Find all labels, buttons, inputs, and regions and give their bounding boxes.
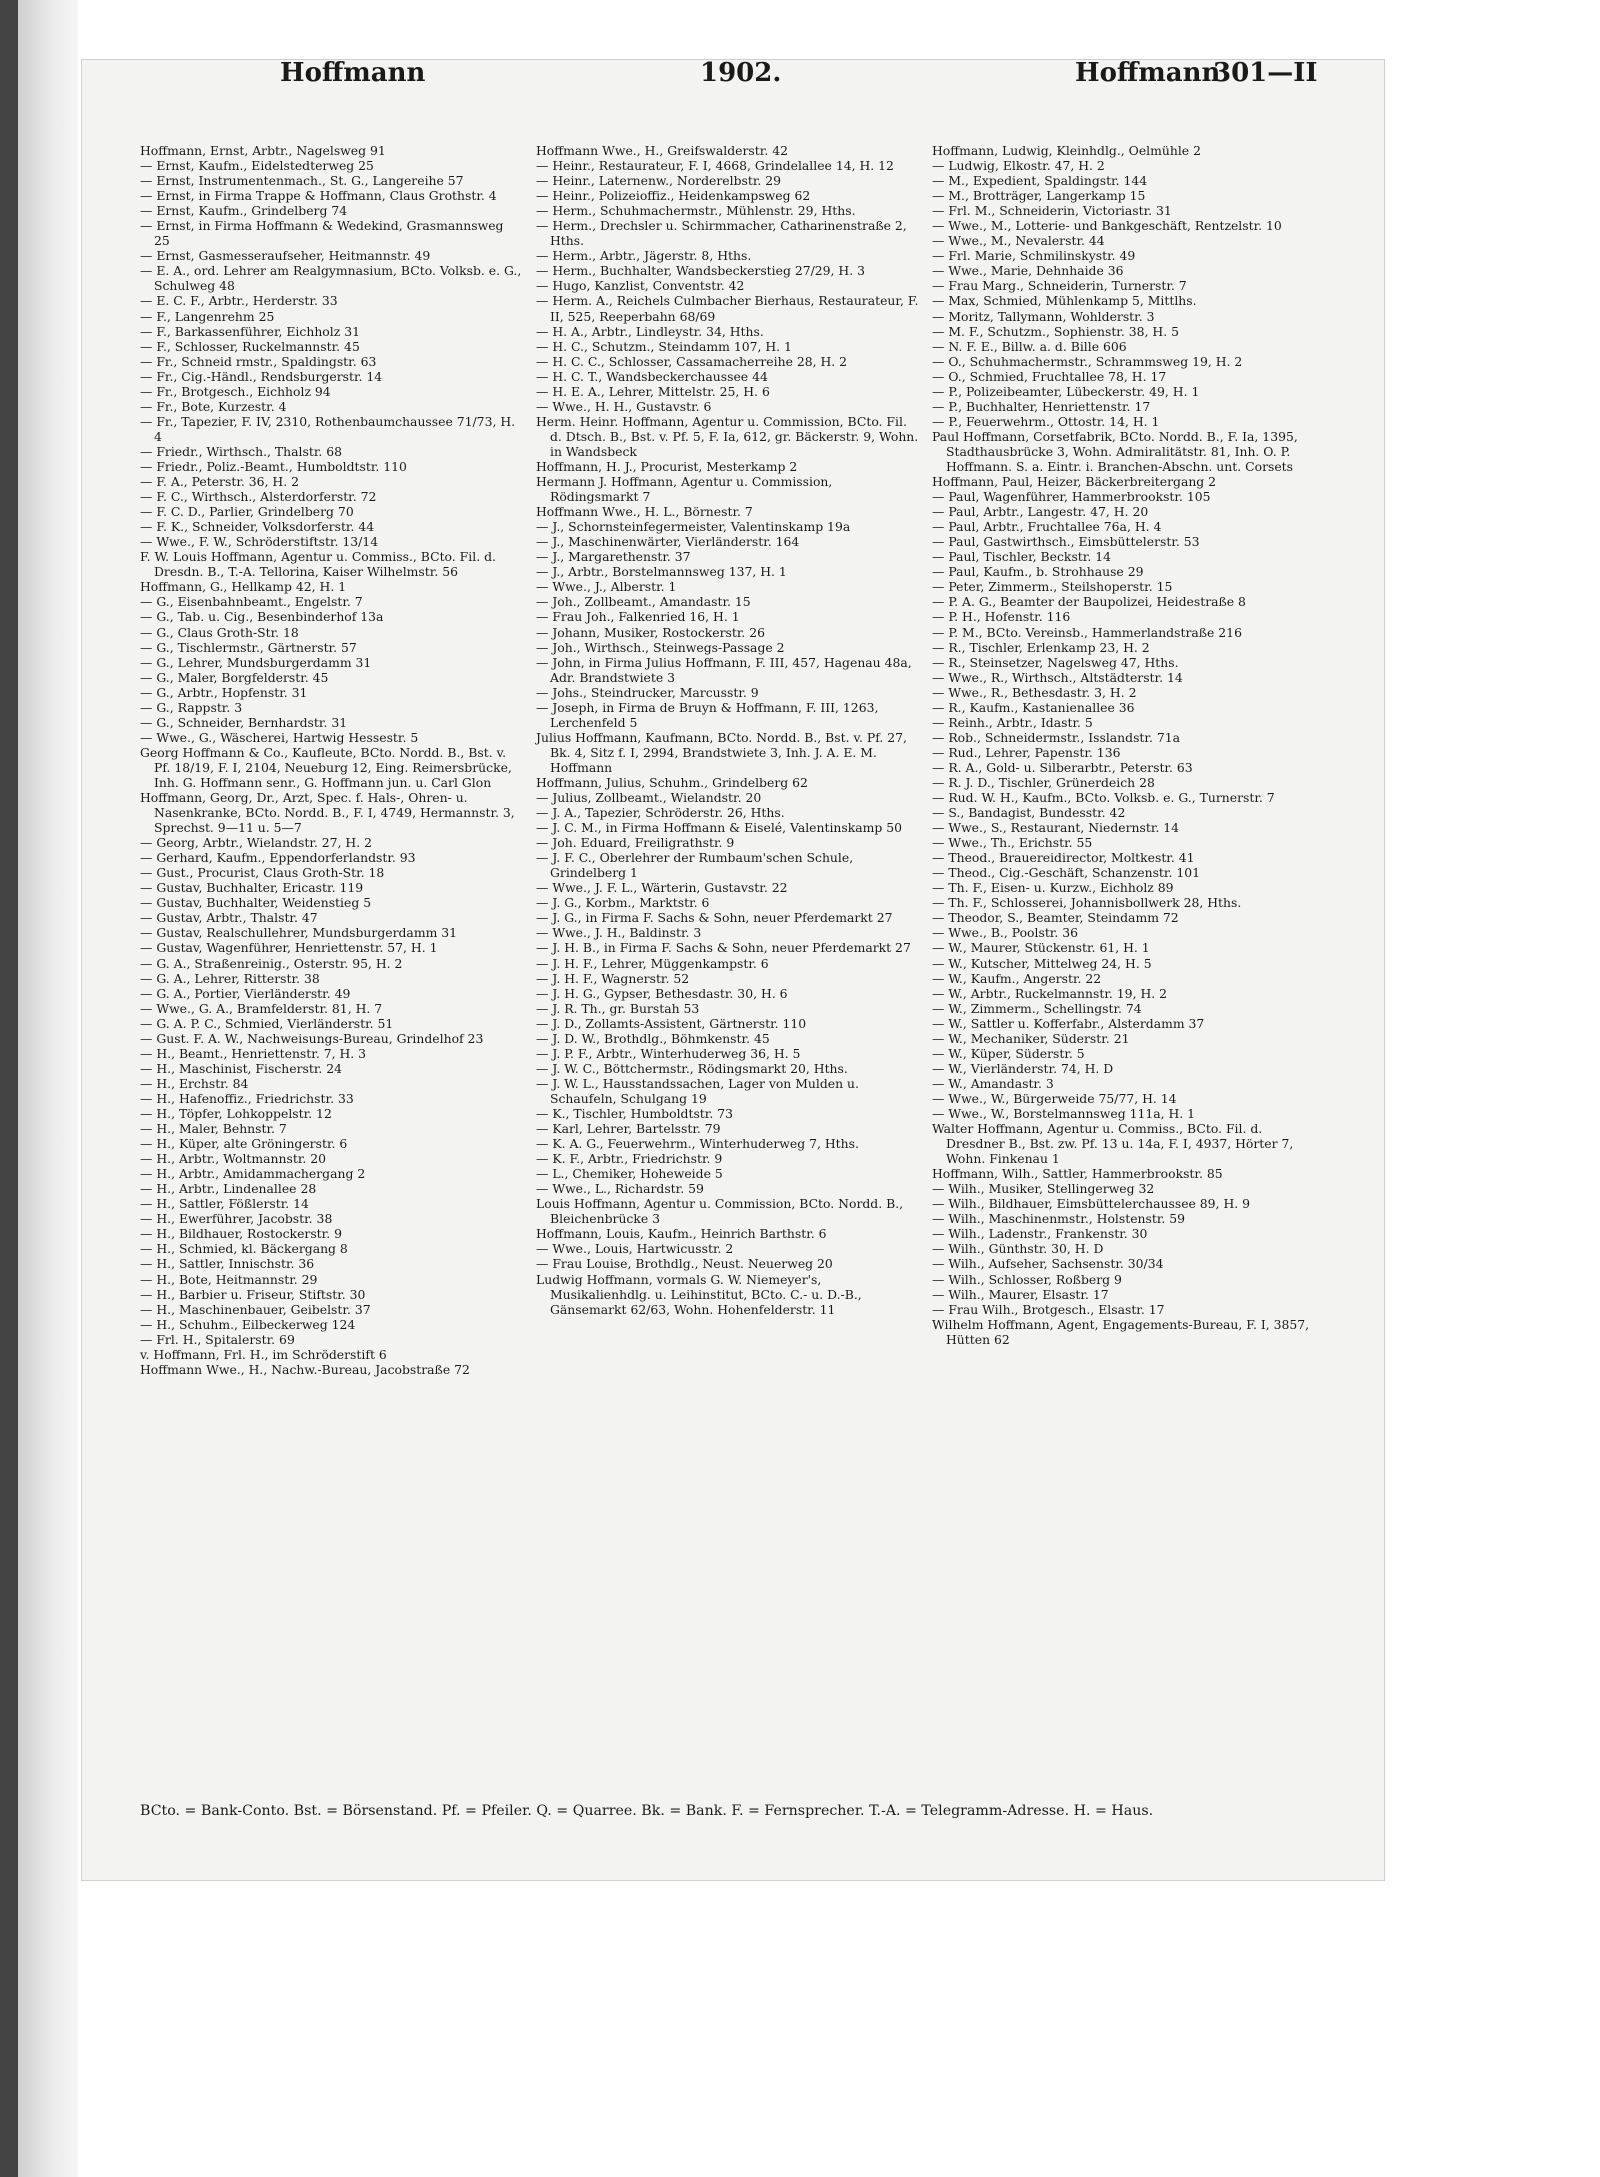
column-1 bbox=[140, 143, 523, 1377]
directory-entry: Hoffmann, Ernst, Arbtr., Nagelsweg 91 bbox=[140, 143, 386, 158]
running-head bbox=[0, 58, 1600, 98]
directory-entry: — P. M., BCto. Vereinsb., Hammerlandstraße 216 bbox=[932, 624, 1242, 640]
directory-entry: — Ernst, in Firma Trappe & Hoffmann, Claus Grothstr. 4 bbox=[140, 188, 497, 204]
directory-entry: Hoffmann, Paul, Heizer, Bäckerbreitergang 2 bbox=[932, 474, 1217, 490]
directory-entry: — R. J. D., Tischler, Grünerdeich 28 bbox=[932, 774, 1155, 790]
directory-entry: — Wwe., B., Poolstr. 36 bbox=[932, 925, 1078, 941]
directory-entry: — H., Küper, alte Gröningerstr. 6 bbox=[140, 1136, 348, 1152]
directory-entry: — Frau Wilh., Brotgesch., Elsastr. 17 bbox=[932, 1301, 1165, 1317]
directory-entry: — W., Arbtr., Ruckelmannstr. 19, H. 2 bbox=[932, 985, 1168, 1001]
directory-entry: — Herm., Arbtr., Jägerstr. 8, Hths. bbox=[536, 248, 752, 264]
directory-entry: Hoffmann, Georg, Dr., Arzt, Spec. f. Hals-, Ohren- u. Nasenkranke, BCto. Nordd. B., F. I, 4749, Hermannstr. 3, Sprechst. 9—11 u. 5—7 bbox=[140, 790, 515, 836]
directory-entry: — Wilh., Bildhauer, Eimsbüttelerchaussee 89, H. 9 bbox=[932, 1196, 1251, 1212]
directory-entry: — J. A., Tapezier, Schröderstr. 26, Hths. bbox=[536, 805, 785, 821]
directory-entry: — H., Hafenoffiz., Friedrichstr. 33 bbox=[140, 1090, 354, 1106]
directory-entry: Walter Hoffmann, Agentur u. Commiss., BCto. Fil. d. Dresdner B., Bst. zw. Pf. 13 u. 14a, F. I, 4937, Hörter 7, Wohn. Finkenau 1 bbox=[932, 1121, 1294, 1167]
directory-entry: — Herm., Schuhmachermstr., Mühlenstr. 29, Hths. bbox=[536, 203, 856, 219]
directory-entry: — H., Bote, Heitmannstr. 29 bbox=[140, 1271, 318, 1287]
directory-entry: — G. A., Lehrer, Ritterstr. 38 bbox=[140, 970, 320, 986]
directory-entry: — W., Küper, Süderstr. 5 bbox=[932, 1045, 1085, 1061]
directory-entry: — Frl. Marie, Schmilinskystr. 49 bbox=[932, 248, 1136, 264]
directory-entry: — P., Buchhalter, Henriettenstr. 17 bbox=[932, 398, 1151, 414]
directory-entry: — Peter, Zimmerm., Steilshoperstr. 15 bbox=[932, 579, 1173, 595]
directory-entry: — R. A., Gold- u. Silberarbtr., Peterstr. 63 bbox=[932, 759, 1193, 775]
directory-entry: — Paul, Arbtr., Langestr. 47, H. 20 bbox=[932, 504, 1149, 520]
directory-entry: — Ernst, Kaufm., Grindelberg 74 bbox=[140, 203, 348, 219]
directory-entry: — Th. F., Schlosserei, Johannisbollwerk 28, Hths. bbox=[932, 895, 1242, 911]
directory-entry: — Paul, Tischler, Beckstr. 14 bbox=[932, 549, 1111, 565]
directory-entry: — Fr., Schneid rmstr., Spaldingstr. 63 bbox=[140, 353, 377, 369]
directory-entry: — Gustav, Arbtr., Thalstr. 47 bbox=[140, 910, 318, 926]
directory-entry: — G., Maler, Borgfelderstr. 45 bbox=[140, 669, 329, 685]
directory-entry: — Wwe., Th., Erichstr. 55 bbox=[932, 835, 1093, 851]
directory-entry: F. W. Louis Hoffmann, Agentur u. Commiss., BCto. Fil. d. Dresdn. B., T.-A. Tellorina, Kaiser Wilhelmstr. 56 bbox=[140, 549, 496, 580]
directory-entry: — H., Ewerführer, Jacobstr. 38 bbox=[140, 1211, 333, 1227]
directory-entry: — J. C. M., in Firma Hoffmann & Eiselé, Valentinskamp 50 bbox=[536, 820, 903, 836]
directory-entry: Julius Hoffmann, Kaufmann, BCto. Nordd. B., Bst. v. Pf. 27, Bk. 4, Sitz f. I, 2994, Brandstwiete 3, Inh. J. A. E. M. Hoffmann bbox=[536, 729, 907, 775]
directory-entry: — J. F. C., Oberlehrer der Rumbaum'schen Schule, Grindelberg 1 bbox=[536, 850, 854, 881]
directory-entry: — Rud., Lehrer, Papenstr. 136 bbox=[932, 744, 1121, 760]
directory-entry: — Fr., Tapezier, F. IV, 2310, Rothenbaumchaussee 71/73, H. 4 bbox=[140, 413, 516, 444]
directory-entry: — Wilh., Günthstr. 30, H. D bbox=[932, 1241, 1104, 1257]
directory-entry: — G., Tab. u. Cig., Besenbinderhof 13a bbox=[140, 609, 384, 625]
directory-entry: — Wwe., H. H., Gustavstr. 6 bbox=[536, 398, 712, 414]
directory-entry: — E. C. F., Arbtr., Herderstr. 33 bbox=[140, 293, 338, 309]
directory-entry: — Theod., Brauereidirector, Moltkestr. 41 bbox=[932, 850, 1195, 866]
directory-entry: — Wwe., Louis, Hartwicusstr. 2 bbox=[536, 1241, 734, 1257]
directory-entry: — Wwe., M., Nevalerstr. 44 bbox=[932, 233, 1105, 249]
directory-entry: — G., Lehrer, Mundsburgerdamm 31 bbox=[140, 654, 372, 670]
directory-entry: — Wwe., Marie, Dehnhaide 36 bbox=[932, 263, 1124, 279]
directory-entry: — J. G., Korbm., Marktstr. 6 bbox=[536, 895, 710, 911]
directory-entry: — Wwe., G., Wäscherei, Hartwig Hessestr. 5 bbox=[140, 729, 419, 745]
page-number: 301—II bbox=[1213, 58, 1318, 88]
directory-entry: — Paul, Kaufm., b. Strohhause 29 bbox=[932, 564, 1144, 580]
directory-entry: — J. P. F., Arbtr., Winterhuderweg 36, H. 5 bbox=[536, 1045, 801, 1061]
directory-entry: — K., Tischler, Humboldtstr. 73 bbox=[536, 1106, 733, 1121]
directory-entry: Ludwig Hoffmann, vormals G. W. Niemeyer's, Musikalienhdlg. u. Leihinstitut, BCto. C.- u. D.-B., Gänsemarkt 62/63, Wohn. Hohenfelderstr. 11 bbox=[536, 1271, 862, 1317]
directory-entry: — Wwe., R., Bethesdastr. 3, H. 2 bbox=[932, 684, 1137, 700]
directory-entry: — Ernst, Kaufm., Eidelstedterweg 25 bbox=[140, 158, 374, 174]
directory-entry: — H., Barbier u. Friseur, Stiftstr. 30 bbox=[140, 1286, 366, 1302]
directory-entry: — W., Kaufm., Angerstr. 22 bbox=[932, 970, 1102, 986]
directory-entry: — H. E. A., Lehrer, Mittelstr. 25, H. 6 bbox=[536, 383, 770, 399]
directory-entry: — J. G., in Firma F. Sachs & Sohn, neuer Pferdemarkt 27 bbox=[536, 910, 893, 926]
directory-entry: — Wilh., Schlosser, Roßberg 9 bbox=[932, 1271, 1122, 1287]
directory-entry: — F. K., Schneider, Volksdorferstr. 44 bbox=[140, 519, 375, 535]
directory-entry: — Wilh., Musiker, Stellingerweg 32 bbox=[932, 1181, 1155, 1197]
directory-entry: — Wwe., F. W., Schröderstiftstr. 13/14 bbox=[140, 534, 379, 550]
directory-entry: — R., Kaufm., Kastanienallee 36 bbox=[932, 699, 1135, 715]
directory-entry: — Th. F., Eisen- u. Kurzw., Eichholz 89 bbox=[932, 880, 1174, 896]
directory-entry: — W., Amandastr. 3 bbox=[932, 1075, 1054, 1091]
directory-entry: — H. A., Arbtr., Lindleystr. 34, Hths. bbox=[536, 323, 764, 339]
directory-entry: — Wilh., Aufseher, Sachsenstr. 30/34 bbox=[932, 1256, 1164, 1272]
directory-entry: — J., Maschinenwärter, Vierländerstr. 164 bbox=[536, 534, 800, 550]
directory-entry: — Fr., Bote, Kurzestr. 4 bbox=[140, 398, 287, 414]
directory-entry: — G., Eisenbahnbeamt., Engelstr. 7 bbox=[140, 594, 363, 610]
directory-entry: — Wilh., Maurer, Elsastr. 17 bbox=[932, 1286, 1109, 1302]
directory-entry: — Wwe., W., Borstelmannsweg 111a, H. 1 bbox=[932, 1106, 1196, 1121]
directory-entry: — O., Schuhmachermstr., Schrammsweg 19, H. 2 bbox=[932, 353, 1243, 369]
directory-entry: — H., Arbtr., Lindenallee 28 bbox=[140, 1181, 317, 1197]
directory-entry: — Herm., Drechsler u. Schirmmacher, Catharinenstraße 2, Hths. bbox=[536, 218, 907, 249]
directory-entry: — F., Barkassenführer, Eichholz 31 bbox=[140, 323, 360, 339]
directory-entry: — H., Erchstr. 84 bbox=[140, 1075, 249, 1091]
directory-entry: — J., Schornsteinfegermeister, Valentinskamp 19a bbox=[536, 519, 851, 535]
directory-entry: — Heinr., Polizeioffiz., Heidenkampsweg 62 bbox=[536, 188, 811, 204]
directory-entry: — Frl. H., Spitalerstr. 69 bbox=[140, 1331, 295, 1347]
directory-entry: — H., Maschinist, Fischerstr. 24 bbox=[140, 1060, 343, 1076]
directory-entry: Paul Hoffmann, Corsetfabrik, BCto. Nordd. B., F. Ia, 1395, Stadthausbrücke 3, Wohn. Admiralitätstr. 81, Inh. O. P. Hoffmann. S. a. Eintr. i. Branchen-Abschn. unt. Corsets bbox=[932, 428, 1298, 474]
directory-entry: — J. H. B., in Firma F. Sachs & Sohn, neuer Pferdemarkt 27 bbox=[536, 940, 911, 956]
directory-entry: — G., Arbtr., Hopfenstr. 31 bbox=[140, 684, 308, 700]
directory-entry: Hoffmann Wwe., H., Nachw.-Bureau, Jacobstraße 72 bbox=[140, 1361, 470, 1377]
directory-entry: — M., Brotträger, Langerkamp 15 bbox=[932, 188, 1146, 204]
directory-entry: — Herm., Buchhalter, Wandsbeckerstieg 27/29, H. 3 bbox=[536, 263, 865, 279]
directory-entry: — G., Tischlermstr., Gärtnerstr. 57 bbox=[140, 639, 357, 655]
directory-entry: Hoffmann, G., Hellkamp 42, H. 1 bbox=[140, 579, 347, 595]
directory-entry: — Joh., Zollbeamt., Amandastr. 15 bbox=[536, 594, 751, 610]
directory-entry: — H., Schmied, kl. Bäckergang 8 bbox=[140, 1241, 348, 1257]
directory-entry: — Ernst, in Firma Hoffmann & Wedekind, Grasmannsweg 25 bbox=[140, 218, 504, 249]
directory-entry: — Moritz, Tallymann, Wohlderstr. 3 bbox=[932, 308, 1155, 324]
directory-entry: — P. H., Hofenstr. 116 bbox=[932, 609, 1071, 625]
scan-edge-dark bbox=[0, 0, 18, 2177]
directory-entry: — N. F. E., Billw. a. d. Bille 606 bbox=[932, 338, 1127, 354]
directory-entry: — W., Vierländerstr. 74, H. D bbox=[932, 1060, 1114, 1076]
directory-entry: Hoffmann Wwe., H. L., Börnestr. 7 bbox=[536, 504, 753, 520]
directory-entry: — P., Feuerwehrm., Ottostr. 14, H. 1 bbox=[932, 413, 1160, 429]
directory-entry: — F., Langenrehm 25 bbox=[140, 308, 275, 324]
directory-entry: Louis Hoffmann, Agentur u. Commission, BCto. Nordd. B., Bleichenbrücke 3 bbox=[536, 1196, 904, 1227]
directory-entry: — W., Mechaniker, Süderstr. 21 bbox=[932, 1030, 1130, 1046]
directory-entry: Hoffmann, Julius, Schuhm., Grindelberg 62 bbox=[536, 774, 808, 790]
directory-entry: — Frau Marg., Schneiderin, Turnerstr. 7 bbox=[932, 278, 1187, 294]
directory-entry: — H. C. T., Wandsbeckerchaussee 44 bbox=[536, 368, 768, 384]
directory-entry: Wilhelm Hoffmann, Agent, Engagements-Bureau, F. I, 3857, Hütten 62 bbox=[932, 1316, 1310, 1347]
directory-entry: — L., Chemiker, Hoheweide 5 bbox=[536, 1166, 723, 1182]
directory-entry: — M. F., Schutzm., Sophienstr. 38, H. 5 bbox=[932, 323, 1179, 339]
directory-entry: — H. C., Schutzm., Steindamm 107, H. 1 bbox=[536, 338, 792, 354]
directory-entry: Hoffmann, H. J., Procurist, Mesterkamp 2 bbox=[536, 458, 798, 474]
directory-entry: — G. A., Portier, Vierländerstr. 49 bbox=[140, 985, 351, 1001]
directory-entry: — J., Margarethenstr. 37 bbox=[536, 549, 691, 565]
directory-entry: — John, in Firma Julius Hoffmann, F. III, 457, Hagenau 48a, Adr. Brandstwiete 3 bbox=[536, 654, 912, 685]
directory-entry: — J. D., Zollamts-Assistent, Gärtnerstr. 110 bbox=[536, 1015, 807, 1031]
directory-entry: — Johann, Musiker, Rostockerstr. 26 bbox=[536, 624, 766, 640]
directory-entry: — Fr., Brotgesch., Eichholz 94 bbox=[140, 383, 331, 399]
directory-entry: — P., Polizeibeamter, Lübeckerstr. 49, H. 1 bbox=[932, 383, 1200, 399]
directory-entry: — Gustav, Wagenführer, Henriettenstr. 57, H. 1 bbox=[140, 940, 438, 956]
directory-entry: — F. A., Peterstr. 36, H. 2 bbox=[140, 474, 299, 490]
directory-entry: — G., Rappstr. 3 bbox=[140, 699, 243, 715]
directory-entry: — R., Steinsetzer, Nagelsweg 47, Hths. bbox=[932, 654, 1179, 670]
directory-entry: — Wwe., M., Lotterie- und Bankgeschäft, Rentzelstr. 10 bbox=[932, 218, 1282, 234]
directory-entry: — Rob., Schneidermstr., Isslandstr. 71a bbox=[932, 729, 1181, 745]
directory-entry: — M., Expedient, Spaldingstr. 144 bbox=[932, 173, 1148, 189]
directory-entry: — Johs., Steindrucker, Marcusstr. 9 bbox=[536, 684, 759, 700]
directory-entry: — O., Schmied, Fruchtallee 78, H. 17 bbox=[932, 368, 1167, 384]
directory-entry: — Wilh., Ladenstr., Frankenstr. 30 bbox=[932, 1226, 1148, 1242]
directory-entry: — H., Beamt., Henriettenstr. 7, H. 3 bbox=[140, 1045, 367, 1061]
directory-entry: — F., Schlosser, Ruckelmannstr. 45 bbox=[140, 338, 360, 354]
directory-entry: — Ernst, Instrumentenmach., St. G., Langereihe 57 bbox=[140, 173, 464, 189]
directory-entry: — W., Sattler u. Kofferfabr., Alsterdamm 37 bbox=[932, 1015, 1205, 1031]
directory-entry: — Gustav, Buchhalter, Ericastr. 119 bbox=[140, 880, 364, 896]
directory-entry: v. Hoffmann, Frl. H., im Schröderstift 6 bbox=[140, 1346, 387, 1362]
directory-entry: Herm. Heinr. Hoffmann, Agentur u. Commission, BCto. Fil. d. Dtsch. B., Bst. v. Pf. 5, F. Ia, 612, gr. Bäckerstr. 9, Wohn. in Wandsbeck bbox=[536, 413, 919, 459]
column-3 bbox=[932, 143, 1315, 1347]
directory-entry: — Fr., Cig.-Händl., Rendsburgerstr. 14 bbox=[140, 368, 383, 384]
directory-entry: Hoffmann, Louis, Kaufm., Heinrich Barthstr. 6 bbox=[536, 1226, 827, 1242]
directory-entry: — J., Arbtr., Borstelmannsweg 137, H. 1 bbox=[536, 564, 787, 580]
directory-entry: — Wwe., S., Restaurant, Niedernstr. 14 bbox=[932, 820, 1180, 836]
directory-entry: Georg Hoffmann & Co., Kaufleute, BCto. Nordd. B., Bst. v. Pf. 18/19, F. I, 2104, Neueburg 12, Eing. Reimersbrücke, Inh. G. Hoffmann senr., G. Hoffmann jun. u. Carl Glon bbox=[140, 744, 512, 790]
directory-entry: — J. W. L., Hausstandssachen, Lager von Mulden u. Schaufeln, Schulgang 19 bbox=[536, 1075, 859, 1106]
directory-entry: — Wwe., L., Richardstr. 59 bbox=[536, 1181, 704, 1197]
directory-entry: — G. A., Straßenreinig., Osterstr. 95, H. 2 bbox=[140, 955, 403, 971]
directory-entry: — H., Bildhauer, Rostockerstr. 9 bbox=[140, 1226, 342, 1242]
directory-entry: — S., Bandagist, Bundesstr. 42 bbox=[932, 805, 1126, 821]
directory-entry: — Gust., Procurist, Claus Groth-Str. 18 bbox=[140, 865, 385, 881]
directory-entry: — Theodor, S., Beamter, Steindamm 72 bbox=[932, 910, 1179, 926]
directory-entry: — J. D. W., Brothdlg., Böhmkenstr. 45 bbox=[536, 1030, 770, 1046]
directory-entry: Hermann J. Hoffmann, Agentur u. Commission, Rödingsmarkt 7 bbox=[536, 474, 833, 505]
directory-entry: — F. C., Wirthsch., Alsterdorferstr. 72 bbox=[140, 489, 377, 505]
header-right: Hoffmann bbox=[1075, 58, 1221, 88]
directory-entry: — Wwe., R., Wirthsch., Altstädterstr. 14 bbox=[932, 669, 1183, 685]
column-2 bbox=[536, 143, 919, 1317]
directory-entry: — H., Maschinenbauer, Geibelstr. 37 bbox=[140, 1301, 371, 1317]
directory-entry: — Theod., Cig.-Geschäft, Schanzenstr. 101 bbox=[932, 865, 1200, 881]
directory-entry: — H., Maler, Behnstr. 7 bbox=[140, 1121, 287, 1137]
directory-entry: — W., Maurer, Stückenstr. 61, H. 1 bbox=[932, 940, 1150, 956]
directory-entry: — Wwe., J. H., Baldinstr. 3 bbox=[536, 925, 702, 941]
directory-entry: — Ludwig, Elkostr. 47, H. 2 bbox=[932, 158, 1105, 174]
directory-entry: — Ernst, Gasmesseraufseher, Heitmannstr. 49 bbox=[140, 248, 431, 264]
directory-entry: — Wwe., G. A., Bramfelderstr. 81, H. 7 bbox=[140, 1000, 383, 1016]
directory-entry: — H., Sattler, Innischstr. 36 bbox=[140, 1256, 315, 1272]
abbreviations-footer: BCto. = Bank-Conto. Bst. = Börsenstand. Pf. = Pfeiler. Q. = Quarree. Bk. = Bank. F. = Fernsprecher. T.-A. = Telegramm-Adresse. H. = Haus. bbox=[140, 1803, 1154, 1819]
directory-entry: — Joseph, in Firma de Bruyn & Hoffmann, F. III, 1263, Lerchenfeld 5 bbox=[536, 699, 879, 730]
directory-entry: — H., Arbtr., Amidammachergang 2 bbox=[140, 1166, 366, 1182]
directory-entry: — H., Arbtr., Woltmannstr. 20 bbox=[140, 1151, 327, 1167]
directory-entry: — Heinr., Laternenw., Norderelbstr. 29 bbox=[536, 173, 782, 189]
directory-entry: — G. A. P. C., Schmied, Vierländerstr. 51 bbox=[140, 1015, 394, 1031]
directory-entry: Hoffmann Wwe., H., Greifswalderstr. 42 bbox=[536, 143, 788, 158]
directory-entry: — Friedr., Poliz.-Beamt., Humboldtstr. 110 bbox=[140, 458, 407, 474]
directory-entry: — R., Tischler, Erlenkamp 23, H. 2 bbox=[932, 639, 1150, 655]
directory-entry: — H., Schuhm., Eilbeckerweg 124 bbox=[140, 1316, 356, 1332]
directory-entry: Hoffmann, Wilh., Sattler, Hammerbrookstr. 85 bbox=[932, 1166, 1223, 1182]
directory-entry: — Paul, Wagenführer, Hammerbrookstr. 105 bbox=[932, 489, 1211, 505]
directory-entry: — Joh., Wirthsch., Steinwegs-Passage 2 bbox=[536, 639, 785, 655]
directory-entry: — K. A. G., Feuerwehrm., Winterhuderweg 7, Hths. bbox=[536, 1136, 859, 1152]
directory-entry: — Hugo, Kanzlist, Conventstr. 42 bbox=[536, 278, 745, 294]
directory-entry: — G., Schneider, Bernhardstr. 31 bbox=[140, 714, 348, 730]
directory-entry: — Herm. A., Reichels Culmbacher Bierhaus, Restaurateur, F. II, 525, Reeperbahn 68/69 bbox=[536, 293, 919, 324]
directory-entry: — Gustav, Buchhalter, Weidenstieg 5 bbox=[140, 895, 372, 911]
directory-entry: — Gerhard, Kaufm., Eppendorferlandstr. 93 bbox=[140, 850, 416, 866]
directory-entry: — Georg, Arbtr., Wielandstr. 27, H. 2 bbox=[140, 835, 372, 851]
directory-entry: — J. H. F., Wagnerstr. 52 bbox=[536, 970, 690, 986]
directory-entry: — Rud. W. H., Kaufm., BCto. Volksb. e. G., Turnerstr. 7 bbox=[932, 790, 1275, 806]
header-year: 1902. bbox=[700, 58, 782, 88]
header-left: Hoffmann bbox=[280, 58, 426, 88]
directory-entry: — Friedr., Wirthsch., Thalstr. 68 bbox=[140, 443, 343, 459]
directory-entry: Hoffmann, Ludwig, Kleinhdlg., Oelmühle 2 bbox=[932, 143, 1201, 158]
directory-entry: — Paul, Gastwirthsch., Eimsbüttelerstr. 53 bbox=[932, 534, 1200, 550]
directory-entry: — E. A., ord. Lehrer am Realgymnasium, BCto. Volksb. e. G., Schulweg 48 bbox=[140, 263, 522, 294]
directory-entry: — H. C. C., Schlosser, Cassamacherreihe 28, H. 2 bbox=[536, 353, 848, 369]
directory-entry: — Gustav, Realschullehrer, Mundsburgerdamm 31 bbox=[140, 925, 458, 941]
directory-entry: — J. H. G., Gypser, Bethesdastr. 30, H. 6 bbox=[536, 985, 788, 1001]
directory-entry: — P. A. G., Beamter der Baupolizei, Heidestraße 8 bbox=[932, 594, 1246, 610]
directory-entry: — Gust. F. A. W., Nachweisungs-Bureau, Grindelhof 23 bbox=[140, 1030, 484, 1046]
directory-entry: — F. C. D., Parlier, Grindelberg 70 bbox=[140, 504, 354, 520]
directory-entry: — Frau Louise, Brothdlg., Neust. Neuerweg 20 bbox=[536, 1256, 833, 1272]
directory-entry: — Karl, Lehrer, Bartelsstr. 79 bbox=[536, 1121, 721, 1137]
directory-entry: — W., Zimmerm., Schellingstr. 74 bbox=[932, 1000, 1142, 1016]
directory-entry: — Paul, Arbtr., Fruchtallee 76a, H. 4 bbox=[932, 519, 1162, 535]
scan-edge-shadow bbox=[18, 0, 78, 2177]
directory-entry: — Wwe., W., Bürgerweide 75/77, H. 14 bbox=[932, 1090, 1177, 1106]
directory-entry: — J. R. Th., gr. Burstah 53 bbox=[536, 1000, 700, 1016]
directory-entry: — Wwe., J. F. L., Wärterin, Gustavstr. 22 bbox=[536, 880, 788, 896]
directory-entry: — Wilh., Maschinenmstr., Holstenstr. 59 bbox=[932, 1211, 1186, 1227]
directory-entry: — J. H. F., Lehrer, Müggenkampstr. 6 bbox=[536, 955, 769, 971]
directory-entry: — G., Claus Groth-Str. 18 bbox=[140, 624, 299, 640]
directory-entry: — H., Sattler, Fößlerstr. 14 bbox=[140, 1196, 309, 1212]
directory-entry: — Frl. M., Schneiderin, Victoriastr. 31 bbox=[932, 203, 1172, 219]
directory-entry: — K. F., Arbtr., Friedrichstr. 9 bbox=[536, 1151, 723, 1167]
directory-entry: — Frau Joh., Falkenried 16, H. 1 bbox=[536, 609, 740, 625]
directory-entry: — Reinh., Arbtr., Idastr. 5 bbox=[932, 714, 1093, 730]
directory-entry: — Joh. Eduard, Freiligrathstr. 9 bbox=[536, 835, 735, 851]
directory-entry: — Max, Schmied, Mühlenkamp 5, Mittlhs. bbox=[932, 293, 1197, 309]
directory-entry: — J. W. C., Böttchermstr., Rödingsmarkt 20, Hths. bbox=[536, 1060, 848, 1076]
directory-entry: — H., Töpfer, Lohkoppelstr. 12 bbox=[140, 1106, 332, 1121]
directory-entry: — Julius, Zollbeamt., Wielandstr. 20 bbox=[536, 790, 762, 806]
directory-entry: — Wwe., J., Alberstr. 1 bbox=[536, 579, 677, 595]
directory-entry: — W., Kutscher, Mittelweg 24, H. 5 bbox=[932, 955, 1152, 971]
directory-entry: — Heinr., Restaurateur, F. I, 4668, Grindelallee 14, H. 12 bbox=[536, 158, 894, 174]
